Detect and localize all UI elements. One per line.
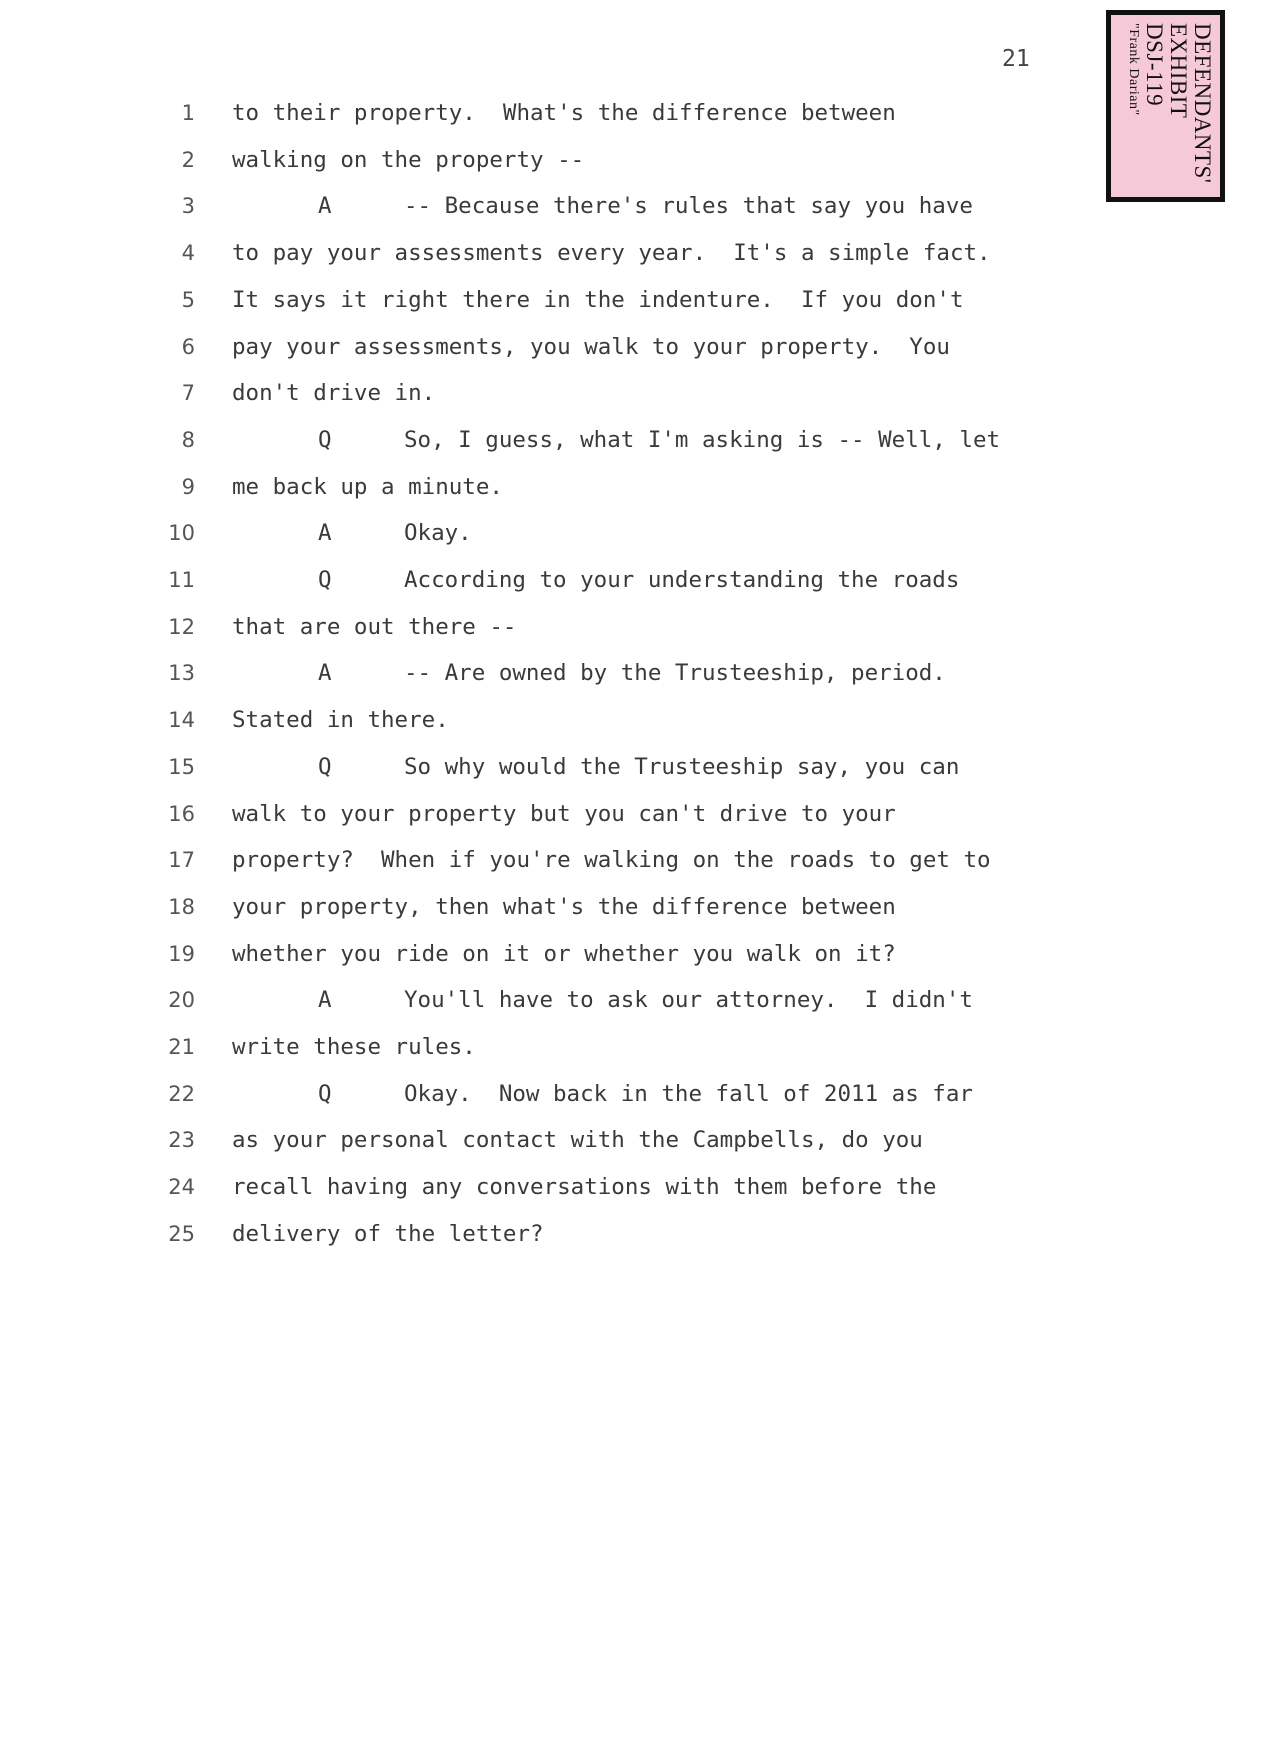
line-number: 20 <box>168 988 195 1012</box>
speaker-marker: A <box>318 660 332 686</box>
line-text: You'll have to ask our attorney. I didn't <box>404 987 973 1013</box>
line-text: write these rules. <box>232 1034 476 1060</box>
line-text: It says it right there in the indenture. If you don't <box>232 287 964 313</box>
line-number: 23 <box>168 1128 195 1152</box>
exhibit-label: EXHIBIT <box>1166 23 1191 119</box>
transcript-line <box>0 1125 1060 1155</box>
line-text: as your personal contact with the Campbells, do you <box>232 1127 923 1153</box>
transcript-line <box>0 845 1060 875</box>
line-number: 15 <box>168 755 195 779</box>
line-text: recall having any conversations with them before the <box>232 1174 937 1200</box>
transcript-line <box>0 612 1060 642</box>
line-number: 22 <box>168 1082 195 1106</box>
line-text: Okay. <box>404 520 472 546</box>
line-number: 4 <box>181 241 195 265</box>
transcript-line <box>0 1172 1060 1202</box>
transcript-line <box>0 892 1060 922</box>
transcript-line <box>0 332 1060 362</box>
line-text: -- Are owned by the Trusteeship, period. <box>404 660 946 686</box>
exhibit-witness-name: "Frank Darian" <box>1126 23 1141 116</box>
transcript-line <box>0 985 1060 1015</box>
speaker-marker: Q <box>318 427 332 453</box>
line-number: 10 <box>168 521 195 545</box>
exhibit-sticker <box>1106 10 1225 202</box>
speaker-marker: A <box>318 987 332 1013</box>
transcript-line <box>0 191 1060 221</box>
exhibit-sticker-text <box>1124 23 1214 193</box>
line-number: 21 <box>168 1035 195 1059</box>
transcript-line <box>0 472 1060 502</box>
line-text: According to your understanding the roads <box>404 567 960 593</box>
speaker-marker: Q <box>318 1081 332 1107</box>
transcript-line <box>0 1079 1060 1109</box>
transcript-line <box>0 98 1060 128</box>
line-number: 11 <box>168 568 195 592</box>
line-text: So, I guess, what I'm asking is -- Well, let <box>404 427 1001 453</box>
transcript-line <box>0 145 1060 175</box>
line-number: 13 <box>168 661 195 685</box>
transcript-line <box>0 1219 1060 1249</box>
line-number: 5 <box>181 288 195 312</box>
speaker-marker: Q <box>318 754 332 780</box>
line-text: to their property. What's the difference between <box>232 100 896 126</box>
transcript-line <box>0 705 1060 735</box>
transcript-line <box>0 378 1060 408</box>
line-text: delivery of the letter? <box>232 1221 544 1247</box>
line-text: pay your assessments, you walk to your property. You <box>232 334 950 360</box>
transcript-line <box>0 1032 1060 1062</box>
line-number: 6 <box>181 335 195 359</box>
line-text: don't drive in. <box>232 380 436 406</box>
transcript-line <box>0 565 1060 595</box>
line-number: 25 <box>168 1222 195 1246</box>
transcript-line <box>0 658 1060 688</box>
line-text: that are out there -- <box>232 614 517 640</box>
speaker-marker: A <box>318 520 332 546</box>
page-number: 21 <box>1002 46 1030 72</box>
line-text: whether you ride on it or whether you walk on it? <box>232 941 896 967</box>
line-number: 3 <box>181 194 195 218</box>
transcript-line <box>0 285 1060 315</box>
speaker-marker: Q <box>318 567 332 593</box>
transcript-line <box>0 518 1060 548</box>
speaker-marker: A <box>318 193 332 219</box>
line-number: 1 <box>181 101 195 125</box>
exhibit-number: DSJ-119 <box>1142 23 1167 107</box>
exhibit-party-label: DEFENDANTS' <box>1190 23 1215 184</box>
line-text: property? When if you're walking on the roads to get to <box>232 847 991 873</box>
line-number: 18 <box>168 895 195 919</box>
line-text: Stated in there. <box>232 707 449 733</box>
line-text: your property, then what's the difference between <box>232 894 896 920</box>
line-text: to pay your assessments every year. It's a simple fact. <box>232 240 991 266</box>
line-number: 7 <box>181 381 195 405</box>
line-number: 24 <box>168 1175 195 1199</box>
line-text: Okay. Now back in the fall of 2011 as far <box>404 1081 973 1107</box>
line-text: -- Because there's rules that say you have <box>404 193 973 219</box>
line-number: 16 <box>168 802 195 826</box>
transcript-line <box>0 752 1060 782</box>
transcript-line <box>0 425 1060 455</box>
line-number: 8 <box>181 428 195 452</box>
transcript-line <box>0 799 1060 829</box>
line-number: 2 <box>181 148 195 172</box>
transcript-line <box>0 238 1060 268</box>
line-number: 19 <box>168 942 195 966</box>
line-number: 14 <box>168 708 195 732</box>
line-number: 17 <box>168 848 195 872</box>
line-text: me back up a minute. <box>232 474 503 500</box>
line-text: walking on the property -- <box>232 147 585 173</box>
line-number: 9 <box>181 475 195 499</box>
transcript-line <box>0 939 1060 969</box>
line-text: walk to your property but you can't drive to your <box>232 801 896 827</box>
line-text: So why would the Trusteeship say, you can <box>404 754 960 780</box>
line-number: 12 <box>168 615 195 639</box>
